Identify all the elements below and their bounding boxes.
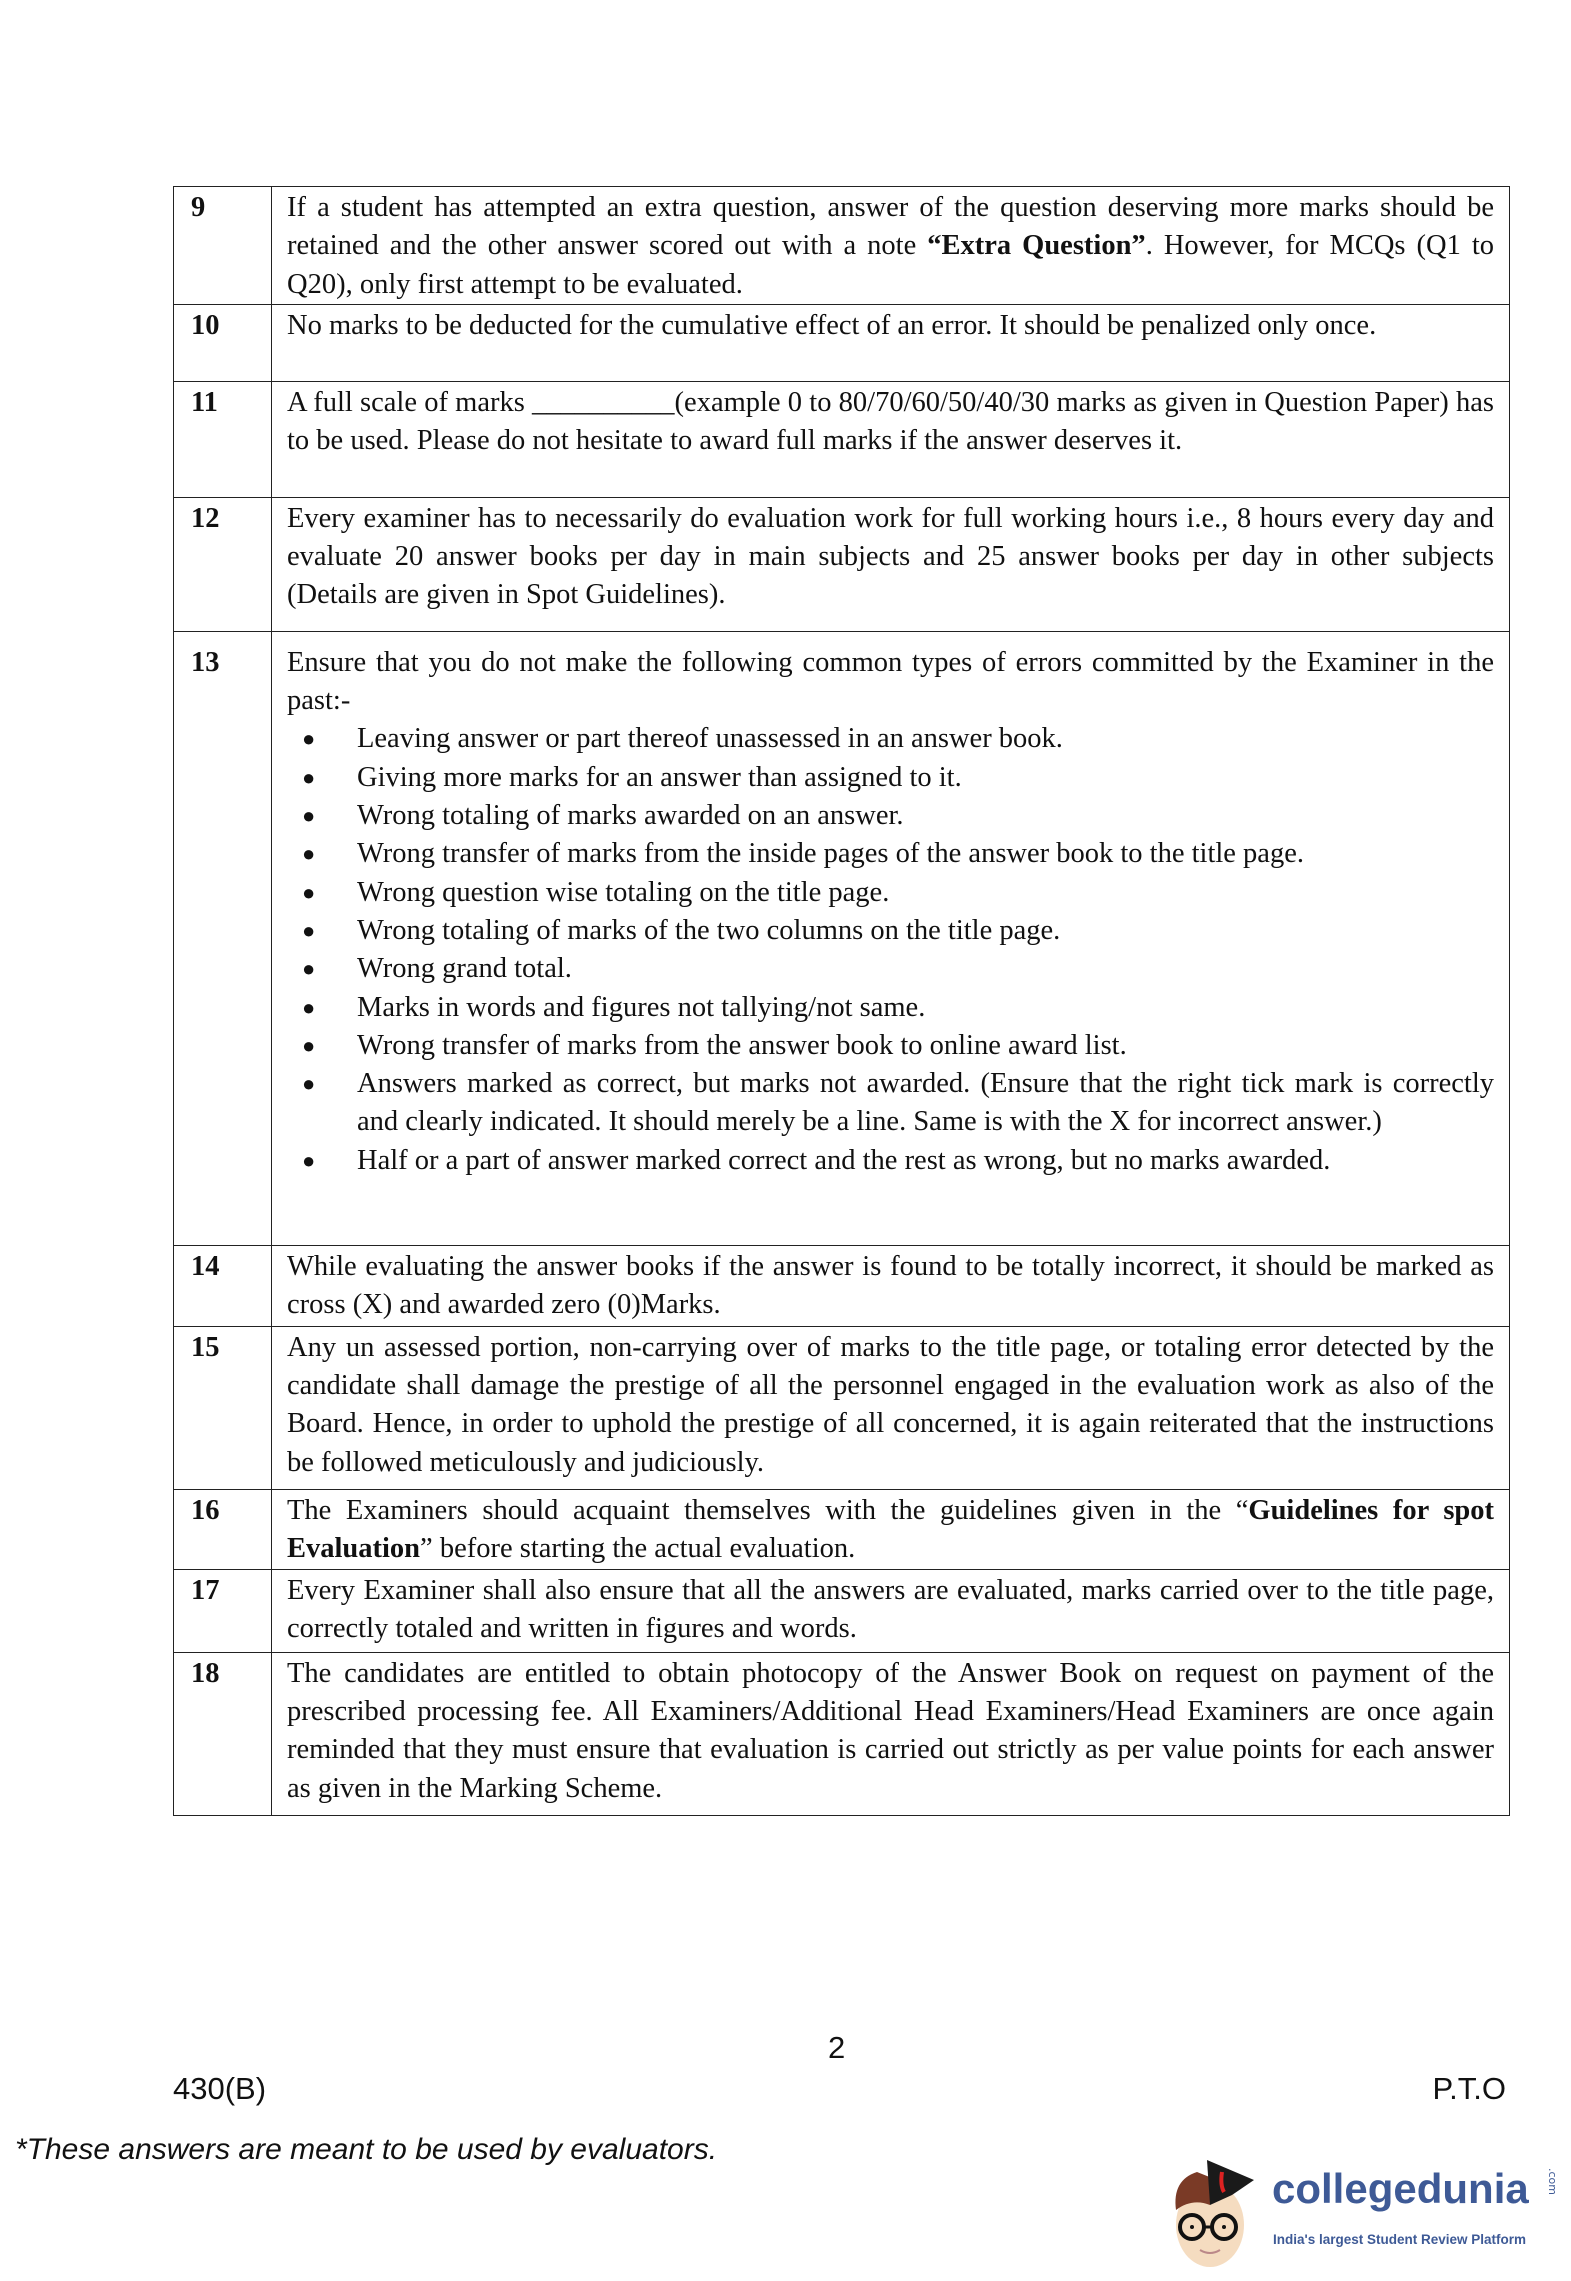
row-text <box>272 1490 1509 1569</box>
row-text: Any un assessed portion, non-carrying over of marks to the title page, or totaling error detected by the candidate shall damage the prestige of all the personnel engaged in the evaluation work as also of the Board. Hence, in order to uphold the prestige of all concerned, it is again reiterated that the instructions be followed meticulously and judiciously. <box>287 1331 1494 1478</box>
bullet-icon: ● <box>302 956 316 982</box>
row-number: 16 <box>174 1490 272 1569</box>
table-row <box>174 498 1509 632</box>
table-row <box>174 1653 1509 1816</box>
text-part: The Examiners should acquaint themselves with the guidelines given in the “ <box>287 1494 1249 1526</box>
row-number: 9 <box>174 187 272 304</box>
error-list <box>287 720 1494 1180</box>
bullet-icon: ● <box>302 803 316 829</box>
error-list-item <box>287 835 1494 873</box>
row-text <box>272 632 1509 1245</box>
evaluator-note: *These answers are meant to be used by evaluators. <box>15 2133 718 2166</box>
row-number: 17 <box>174 1570 272 1652</box>
error-list-item <box>287 1142 1494 1180</box>
text-part: ” before starting the actual evaluation. <box>420 1533 856 1565</box>
table-row <box>174 187 1509 305</box>
table-row <box>174 1490 1509 1570</box>
row-number: 12 <box>174 498 272 631</box>
row-text: The candidates are entitled to obtain photocopy of the Answer Book on request on payment of the prescribed processing fee. All Examiners/Additional Head Examiners/Head Examiners are once again reminded that they must ensure that evaluation is carried out strictly as per value points for each answer as given in the Marking Scheme. <box>287 1657 1494 1804</box>
paper-code: 430(B) <box>173 2071 267 2106</box>
logo-tagline: India's largest Student Review Platform <box>1273 2232 1527 2247</box>
row-number: 13 <box>174 632 272 1245</box>
bold-text: Guidelines for spot Evaluation <box>287 1494 1495 1565</box>
instructions-table <box>173 186 1510 1816</box>
error-text: Wrong transfer of marks from the inside pages of the answer book to the title page. <box>357 838 1304 870</box>
row-text <box>272 187 1509 304</box>
bullet-icon: ● <box>302 1032 316 1058</box>
bullet-icon: ● <box>302 726 316 752</box>
page-number: 2 <box>828 2030 846 2065</box>
error-text: Half or a part of answer marked correct and the rest as wrong, but no marks awarded. <box>357 1144 1331 1176</box>
error-text: Wrong totaling of marks awarded on an answer. <box>357 800 904 832</box>
table-row <box>174 1246 1509 1327</box>
table-row <box>174 1570 1509 1653</box>
error-list-item <box>287 874 1494 912</box>
row-text: While evaluating the answer books if the answer is found to be totally incorrect, it should be marked as cross (X) and awarded zero (0)Marks. <box>287 1250 1494 1321</box>
error-list-item <box>287 797 1494 835</box>
error-text: Wrong transfer of marks from the answer book to online award list. <box>357 1029 1127 1061</box>
bullet-icon: ● <box>302 994 316 1020</box>
row-text: Every Examiner shall also ensure that all the answers are evaluated, marks carried over to the title page, correctly totaled and written in figures and words. <box>287 1574 1494 1645</box>
error-text: Marks in words and figures not tallying/not same. <box>357 991 926 1023</box>
bullet-icon: ● <box>302 917 316 943</box>
bold-text: “Extra Question” <box>927 230 1146 262</box>
error-text: Leaving answer or part thereof unassessed in an answer book. <box>357 723 1063 755</box>
table-row <box>174 382 1509 498</box>
row-text: No marks to be deducted for the cumulative effect of an error. It should be penalized only once. <box>287 309 1377 341</box>
bullet-icon: ● <box>302 1071 316 1097</box>
collegedunia-logo <box>1162 2150 1567 2275</box>
pto-label: P.T.O <box>1432 2071 1506 2106</box>
row-intro: Ensure that you do not make the following common types of errors committed by the Examiner in the past:- <box>287 646 1494 717</box>
error-text: Giving more marks for an answer than assigned to it. <box>357 761 962 793</box>
error-text: Wrong grand total. <box>357 953 572 985</box>
table-row <box>174 305 1509 382</box>
error-list-item <box>287 720 1494 758</box>
logo-wordmark: collegedunia <box>1272 2165 1529 2212</box>
error-list-item <box>287 912 1494 950</box>
row-text: Every examiner has to necessarily do evaluation work for full working hours i.e., 8 hours every day and evaluate 20 answer books per day in main subjects and 25 answer books per day in other subjects (Details are given in Spot Guidelines). <box>287 502 1494 611</box>
row-number: 15 <box>174 1327 272 1489</box>
row-number: 10 <box>174 305 272 381</box>
table-row <box>174 632 1509 1246</box>
error-text: Wrong totaling of marks of the two columns on the title page. <box>357 914 1061 946</box>
text-part: If a student has attempted an extra question, answer of the question deserving more marks should be retained and the other answer scored out with a note <box>287 192 1494 262</box>
error-list-item <box>287 989 1494 1027</box>
mascot-icon <box>1162 2150 1262 2275</box>
logo-suffix: .com <box>1546 2168 1559 2195</box>
bullet-icon: ● <box>302 841 316 867</box>
row-number: 18 <box>174 1653 272 1815</box>
error-text: Wrong question wise totaling on the title page. <box>357 876 890 908</box>
text-part: . However, for MCQs (Q1 to Q20), only first attempt to be evaluated. <box>287 230 1495 300</box>
row-text: A full scale of marks __________(example 0 to 80/70/60/50/40/30 marks as given in Question Paper) has to be used. Please do not hesitate to award full marks if the answer deserves it. <box>287 386 1494 457</box>
error-text: Answers marked as correct, but marks not awarded. (Ensure that the right tick mark is correctly and clearly indicated. It should merely be a line. Same is with the X for incorrect answer.) <box>357 1068 1494 1138</box>
table-row <box>174 1327 1509 1490</box>
row-number: 11 <box>174 382 272 497</box>
error-list-item <box>287 1027 1494 1065</box>
error-list-item <box>287 950 1494 988</box>
bullet-icon: ● <box>302 879 316 905</box>
error-list-item <box>287 759 1494 797</box>
bullet-icon: ● <box>302 1147 316 1173</box>
error-list-item <box>287 1065 1494 1142</box>
bullet-icon: ● <box>302 764 316 790</box>
row-number: 14 <box>174 1246 272 1326</box>
